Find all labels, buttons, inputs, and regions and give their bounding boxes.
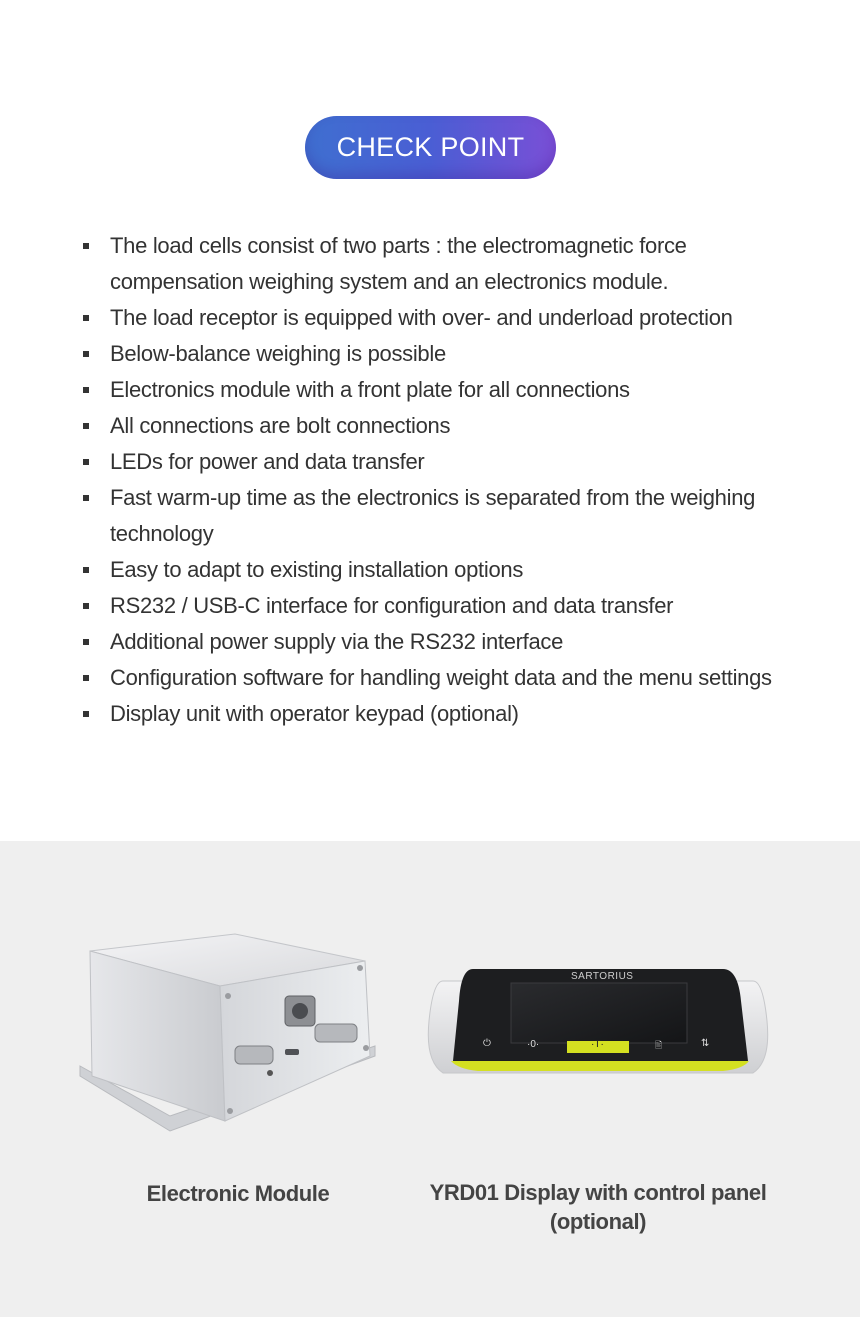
zero-key: ·0· [527,1039,540,1050]
bullet-icon [83,675,89,681]
feature-list [82,228,802,732]
bullet-icon [83,639,89,645]
bullet-icon [83,423,89,429]
bullet-icon [83,567,89,573]
bullet-icon [83,459,89,465]
bullet-icon [83,387,89,393]
bullet-icon [83,711,89,717]
list-item-text: Additional power supply via the RS232 interface [110,629,564,654]
list-item-text: LEDs for power and data transfer [110,449,425,474]
list-item [82,444,802,480]
list-item [82,300,802,336]
bullet-icon [83,495,89,501]
list-item [82,660,802,696]
display-unit-image [423,961,773,1096]
display-caption-line2: (optional) [549,1209,647,1234]
power-key-icon: ⏻ [483,1038,491,1049]
list-item [82,228,802,300]
list-item-text: RS232 / USB-C interface for configuration and data transfer [110,593,674,618]
brand-logo: SARTORIUS [571,971,634,982]
list-item [82,624,802,660]
list-item [82,552,802,588]
list-item-text: Display unit with operator keypad (optional) [110,701,519,726]
check-point-badge: CHECK POINT [305,116,556,179]
list-item-text: Easy to adapt to existing installation options [110,557,524,582]
display-caption [405,1178,791,1236]
toggle-key-icon: ⇅ [701,1038,710,1049]
list-item [82,372,802,408]
list-item-text: Fast warm-up time as the electronics is separated from the weighing technology [110,485,756,546]
list-item [82,480,802,552]
bullet-icon [83,315,89,321]
list-item [82,336,802,372]
electronic-module-caption: Electronic Module [146,1181,330,1206]
display-caption-line1: YRD01 Display with control panel [429,1180,767,1205]
list-item-text: The load receptor is equipped with over- and underload protection [110,305,733,330]
list-item-text: Configuration software for handling weight data and the menu settings [110,665,772,690]
products-section [0,841,860,1317]
bullet-icon [83,243,89,249]
list-item-text: All connections are bolt connections [110,413,451,438]
bullet-icon [83,351,89,357]
list-item-text: Electronics module with a front plate for all connections [110,377,630,402]
list-item-text: Below-balance weighing is possible [110,341,446,366]
list-item [82,696,802,732]
list-item [82,588,802,624]
list-item [82,408,802,444]
print-key-icon: 🖹 [655,1040,663,1050]
bullet-icon [83,603,89,609]
list-item-text: The load cells consist of two parts : the electromagnetic force compensation weighing system and an electronics module. [110,233,687,294]
tare-key: ·T· [591,1039,604,1050]
